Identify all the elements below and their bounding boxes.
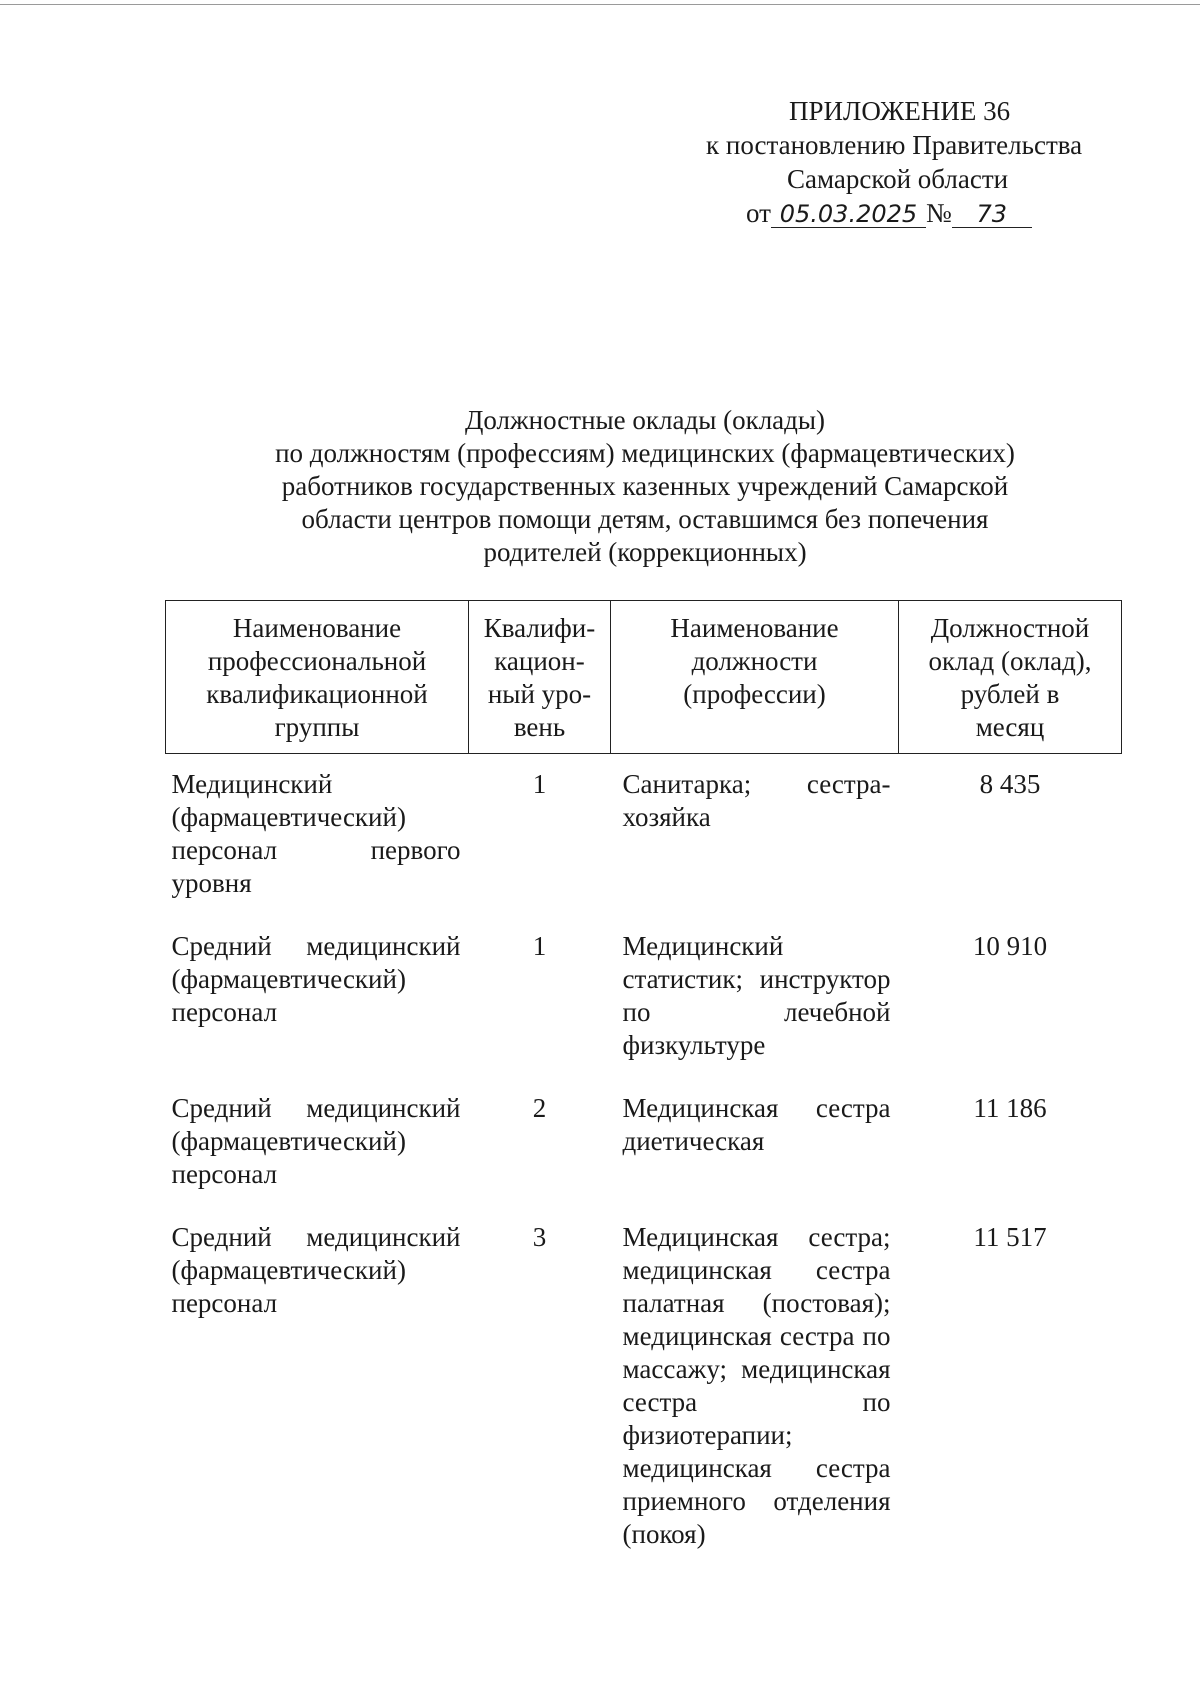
handwritten-date: 05.03.2025 [771, 201, 926, 228]
appendix-title: ПРИЛОЖЕНИЕ 36 [789, 96, 1011, 126]
cell-level: 3 [532, 1222, 547, 1252]
title-line: по должностям (профессиям) медицинских (фармацевтических) [275, 438, 1015, 468]
top-border-line [0, 4, 1200, 5]
header-salary: Должностной оклад (оклад), рублей в месяц [899, 601, 1122, 754]
cell-group: Средний медицинский (фармацевтический) персонал [171, 1222, 461, 1318]
table-row [166, 1078, 1122, 1207]
title-line: Должностные оклады (оклады) [464, 405, 826, 435]
title-line: области центров помощи детям, оставшимся без попечения [301, 504, 989, 534]
number-prefix: № [925, 198, 952, 228]
handwritten-number: 73 [952, 201, 1032, 228]
title-line: родителей (коррекционных) [483, 537, 807, 567]
cell-level: 1 [532, 769, 547, 799]
header-group: Наименование профессиональной квалификационной группы [166, 601, 469, 754]
table-row [166, 916, 1122, 1078]
cell-group: Средний медицинский (фармацевтический) персонал [171, 1093, 461, 1189]
cell-salary: 10 910 [972, 931, 1048, 961]
salary-table [165, 600, 1122, 1567]
header-level: Квалифи- кацион- ный уро- вень [469, 601, 611, 754]
cell-position: Медицинский статистик; инструктор по лечебной физкультуре [622, 931, 891, 1060]
table-header-row [166, 601, 1122, 754]
cell-position: Медицинская сестра; медицинская сестра палатная (постовая); медицинская сестра по массажу; медицинская сестра по физиотерапии; медицинская сестра приемного отделения (покоя) [622, 1222, 891, 1549]
appendix-reference: к постановлению Правительства [706, 130, 1083, 160]
title-line: работников государственных казенных учреждений Самарской [281, 471, 1009, 501]
cell-position: Санитарка; сестра-хозяйка [622, 769, 891, 832]
cell-salary: 11 186 [973, 1093, 1047, 1123]
cell-position: Медицинская сестра диетическая [622, 1093, 891, 1156]
appendix-region: Самарской области [787, 164, 1009, 194]
table-row [166, 1207, 1122, 1567]
table-row [166, 754, 1122, 917]
appendix-date-number [660, 196, 1120, 230]
cell-level: 2 [532, 1093, 547, 1123]
cell-group: Медицинский (фармацевтический) персонал первого уровня [171, 769, 461, 898]
cell-salary: 8 435 [979, 769, 1041, 799]
cell-group: Средний медицинский (фармацевтический) персонал [171, 931, 461, 1027]
header-position: Наименование должности (профессии) [611, 601, 899, 754]
appendix-header [660, 94, 1120, 230]
date-prefix: от [746, 198, 771, 228]
cell-salary: 11 517 [973, 1222, 1047, 1252]
cell-level: 1 [532, 931, 547, 961]
document-title [200, 404, 1090, 569]
